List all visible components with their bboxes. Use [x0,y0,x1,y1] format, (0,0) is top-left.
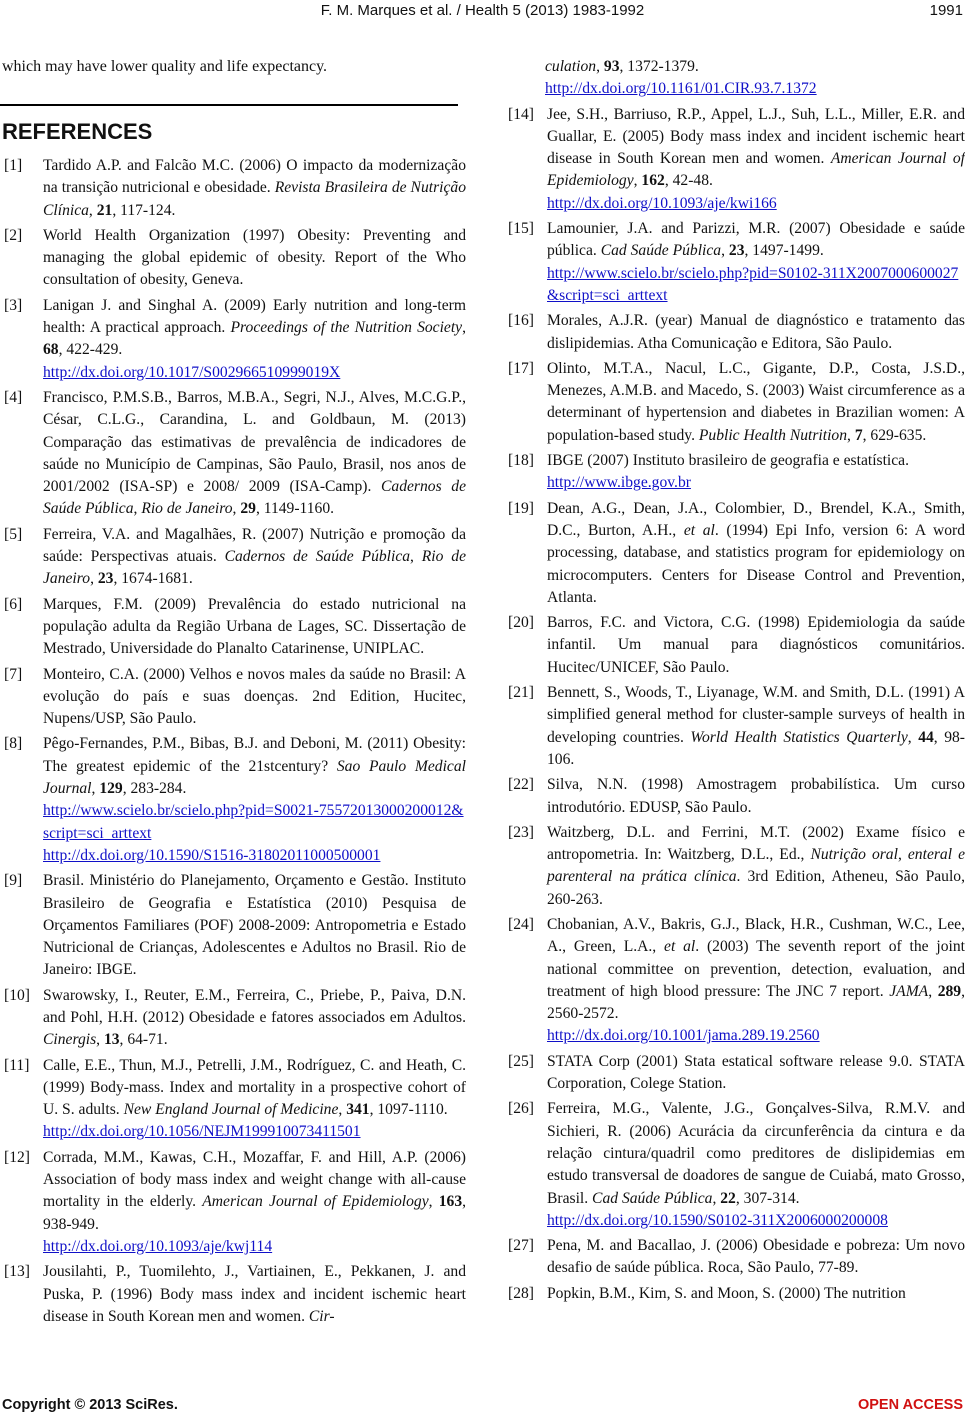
reference-volume: 13 [103,1031,120,1049]
reference-number: [6] [4,595,23,613]
reference-volume: 93 [603,58,620,75]
reference-text: , [907,728,919,746]
section-divider [0,104,458,106]
reference-item [4,870,466,981]
reference-italic-text: JAMA [889,982,929,1000]
reference-item [4,387,466,521]
reference-text: Brasil. Ministério do Planejamento, Orçamento e Gestão. Instituto Brasileiro de Geografia e Estatística (2010) Pesquisa de Orçamentos Familiares (POF) 2008-2009: Antropometria e Estado Nutricional de Crianças, Adolescentes e Adultos no Brasil. Rio de Janeiro: IBGE. [43,872,466,979]
reference-body [547,682,965,771]
reference-number: [2] [4,226,23,244]
reference-text: Popkin, B.M., Kim, S. and Moon, S. (2000) The nutrition [547,1284,906,1302]
reference-number: [15] [508,220,534,238]
reference-body [547,104,965,215]
reference-number: [4] [4,388,23,406]
reference-number: [13] [4,1263,30,1281]
reference-text: , 1372-1379. [619,58,699,75]
reference-text: Jousilahti, P., Tuomilehto, J., Vartiainen, E., Pekkanen, J. and Puska, P. (1996) Body mass index and incident ischemic heart disease in South Korean men and women. [43,1263,466,1325]
reference-text: , 2560-2572. [547,982,965,1023]
reference-text: Lanigan J. and Singhal A. (2009) Early nutrition and long-term health: A practical approach. [43,296,466,337]
reference-link[interactable]: http://dx.doi.org/10.1093/aje/kwi166 [547,194,777,212]
reference-italic-text: et al [683,521,715,539]
reference-number: [3] [4,296,23,314]
reference-link[interactable]: http://www.scielo.br/scielo.php?pid=S0021-75572013000200012&script=sci_arttext [43,802,464,842]
reference-body [547,1098,965,1232]
reference-item [4,295,466,384]
reference-text: World Health Organization (1997) Obesity: Preventing and managing the global epidemic of obesity. Report of the Who consultation of obesity, Geneva. [43,226,466,289]
reference-body [547,358,965,447]
reference-text: Dean, A.G., Dean, J.A., Colombier, D., Brendel, K.A., Smith, D.C., Burton, A.H., [547,499,965,539]
reference-text: Silva, N.N. (1998) Amostragem probabilística. Um curso introdutório. EDUSP, São Paulo. [547,776,965,816]
reference-body [43,387,466,521]
reference-text: , [410,548,422,566]
reference-volume: 29 [240,500,256,518]
reference-number: [10] [4,986,30,1004]
reference-volume: 341 [346,1101,370,1119]
reference-number: [14] [508,105,534,123]
reference-item [508,310,965,355]
reference-volume: 22 [720,1189,736,1207]
reference-body [547,1051,965,1096]
reference-body [43,524,466,591]
reference-number: [22] [508,776,534,794]
reference-item [4,1055,466,1144]
reference-volume: 162 [641,172,665,190]
reference-number: [5] [4,525,23,543]
reference-text: , [897,846,908,864]
reference-text: Corrada, M.M., Kawas, C.H., Mozaffar, F. and Hill, A.P. (2006) Association of body mass index and weight change with all-cause mortality in the elderly. [43,1148,466,1211]
reference-text: , [96,1031,104,1049]
reference-text: , 64-71. [119,1031,168,1049]
reference-link[interactable]: http://dx.doi.org/10.1056/NEJM199910073411501 [43,1123,361,1141]
reference-number: [9] [4,872,23,890]
reference-item [4,225,466,292]
reference-italic-text: Rio de Janeiro [43,548,466,588]
reference-item [508,774,965,819]
reference-item [508,1235,965,1280]
reference-italic-text: New England Journal of Medicine [123,1101,339,1119]
reference-italic-text: World Health Statistics Quarterly [690,728,908,746]
reference-text: , [847,426,855,444]
reference-item [4,1147,466,1258]
reference-item [508,450,965,495]
reference-item [508,682,965,771]
reference-body [43,733,466,867]
reference-italic-text: Revista Brasileira de Nutrição Clínica [43,179,466,219]
reference-number: [23] [508,823,534,841]
reference-text: Morales, A.J.R. (year) Manual de diagnóstico e tratamento das dislipidemias. Atha Comunicação e Editora, São Paulo. [547,312,965,352]
reference-link[interactable]: http://dx.doi.org/10.1590/S1516-31802011000500001 [43,846,381,864]
reference-text: Swarowsky, I., Reuter, E.M., Ferreira, C., Priebe, P., Paiva, D.N. and Pohl, H.H. (2012) Obesidade e fatores associados em Adultos. [43,986,466,1026]
reference-number: [17] [508,359,534,377]
reference-text: , 422-429. [58,341,123,359]
reference-number: [12] [4,1148,30,1166]
reference-number: [1] [4,157,23,174]
reference-link[interactable]: http://dx.doi.org/10.1001/jama.289.19.2560 [547,1027,820,1045]
reference-text: , [88,201,97,219]
reference-text: , 283-284. [122,780,187,798]
reference-text: , 1674-1681. [113,570,193,588]
reference-text: , 938-949. [43,1193,467,1233]
reference-body [547,1283,965,1305]
reference-link[interactable]: http://www.ibge.gov.br [547,474,691,492]
reference-text: , [596,58,604,75]
reference-text: , [633,172,642,190]
reference-text: Pena, M. and Bacallao, J. (2006) Obesidade e pobreza: Um novo desafio de saúde pública. Roca, São Paulo, 77-89. [547,1237,965,1277]
reference-italic-text: American Journal of Epidemiology [202,1193,429,1211]
reference-continuation [508,56,965,101]
reference-number: [7] [4,665,23,683]
reference-item [508,104,965,215]
reference-item [4,524,466,591]
reference-text: , [712,1189,721,1207]
reference-number: [8] [4,735,23,753]
reference-item [508,914,965,1048]
reference-text: Francisco, P.M.S.B., Barros, M.B.A., Segri, N.J., Alves, M.C.G.P., César, C.L.G., Carandina, L. and Goldbaun, M. (2013) Comparação das estimativas de prevalência de indicadores de saúde no Município de Campinas, São Paulo, Brasil, nos anos de 2001/2002 (ISA-SP) e 2008/ 2009 (ISA-Camp). [43,388,466,496]
reference-number: [24] [508,915,534,933]
reference-italic-text: enteral e parenteral na prática clínica [547,846,965,886]
reference-number: [28] [508,1284,534,1302]
reference-item [508,498,965,609]
reference-text: Ferreira, V.A. and Magalhães, R. (2007) Nutrição e promoção da saúde: Perspectivas atuais. [43,525,466,566]
reference-number: [27] [508,1237,534,1255]
reference-text: , [928,982,938,1000]
reference-item [508,1051,965,1096]
references-right-column [508,56,965,1308]
reference-item [508,612,965,679]
reference-text: Chobanian, A.V., Bakris, G.J., Black, H.R., Cushman, W.C., Lee, A., Green, L.A., [547,915,965,956]
reference-text: Pêgo-Fernandes, P.M., Bibas, B.J. and Deboni, M. (2011) Obesity: The greatest epidemic of the 21stcentury? [43,735,466,775]
reference-text: . 3rd Edition, Atheneu, São Paulo, 260-263. [547,868,965,908]
reference-text: , 629-635. [862,426,927,444]
reference-text: Calle, E.E., Thun, M.J., Petrelli, J.M., Rodríguez, C. and Heath, C. (1999) Body-mass. Index and mortality in a prospective cohort of U. S. adults. [43,1056,466,1119]
reference-item [4,985,466,1052]
reference-body [547,450,965,495]
reference-italic-text: Cad Saúde Pública [600,242,722,260]
reference-volume: 289 [937,982,962,1000]
reference-body [43,155,466,222]
references-heading: REFERENCES [2,119,153,144]
open-access-label: OPEN ACCESS [857,1397,963,1413]
reference-text: . (1994) Epi Info, version 6: A word processing, database, and statistics program for epidemiology on microcomputers. Centers for Disease Control and Prevention, Atlanta. [547,521,965,606]
reference-volume: 7 [854,426,863,444]
reference-italic-text: Cadernos de Saúde Pública [43,478,466,518]
reference-volume: 68 [43,341,59,359]
reference-number: [18] [508,452,534,470]
reference-text: Ferreira, M.G., Valente, J.G., Gonçalves-Silva, R.M.V. and Sichieri, R. (2006) Acurácia da circunferência da cintura e da relação cintura/quadril como preditores de dislipidemias em estudo transversal de doadores de sangue de Cuiabá, mato Grosso, Brasil. [547,1100,965,1207]
reference-text: , 1149-1160. [255,500,335,518]
reference-body [43,870,466,981]
reference-body [43,1147,466,1258]
reference-link[interactable]: http://www.scielo.br/scielo.php?pid=S0102-311X2007000600027&script=sci_arttext [547,264,959,304]
reference-text: , 1497-1499. [744,242,824,260]
reference-italic-text: American Journal of Epidemiology [547,150,965,190]
page-number: 1991 [929,2,963,19]
reference-link[interactable]: http://dx.doi.org/10.1093/aje/kwj114 [43,1237,273,1255]
reference-volume: 44 [918,728,934,746]
reference-number: [21] [508,684,534,702]
reference-body [547,914,965,1048]
reference-body [43,225,466,292]
reference-link[interactable]: http://dx.doi.org/10.1017/S002966510999019X [43,363,341,381]
reference-item [4,594,466,661]
reference-text: Marques, F.M. (2009) Prevalência do estado nutricional na população adulta da Região Urbana de Lages, SC. Dissertação de Mestrado, Universidade do Planalto Catarinense, UNIPLAC. [43,595,466,658]
reference-body [43,985,466,1052]
reference-number: [26] [508,1100,534,1118]
reference-italic-text: Proceedings of the Nutrition Society [230,319,463,337]
reference-italic-text: Cad Saúde Pública [592,1189,713,1207]
reference-body [43,1055,466,1144]
reference-number: [20] [508,614,534,632]
reference-text: , [90,570,98,588]
reference-item [508,358,965,447]
reference-item [4,155,466,222]
reference-text: Olinto, M.T.A., Nacul, L.C., Gigante, D.P., Costa, J.S.D., Menezes, A.M.B. and Macedo, S. (2003) Waist circumference as a determinant of hypertension and diabetes in Brazilian women: A population-based study. [547,359,965,444]
reference-body [43,1261,466,1328]
reference-text: , [232,500,241,518]
reference-text: , [91,780,100,798]
reference-body [547,498,965,609]
reference-number: [11] [4,1056,30,1074]
reference-text: STATA Corp (2001) Stata estatical software release 9.0. STATA Corporation, Colege Station. [547,1052,965,1093]
reference-italic-text: Rio de Janeiro [141,500,233,518]
reference-text: Jee, S.H., Barriuso, R.P., Appel, L.J., Suh, L.L., Miller, E.R. and Guallar, E. (2005) Body mass index and incident ischemic heart disease in South Korean men and women. [547,105,965,168]
reference-italic-text: Cadernos de Saúde Pública [224,548,411,566]
reference-item [4,733,466,867]
reference-item [508,822,965,911]
reference-number: [25] [508,1052,534,1070]
reference-number: [19] [508,499,534,517]
reference-text: Monteiro, C.A. (2000) Velhos e novos males da saúde no Brasil: A evolução do país e suas doenças. 2nd Edition, Hucitec, Nupens/USP, São Paulo. [43,665,466,728]
reference-text: , 42-48. [664,172,713,190]
reference-italic-text: Sao Paulo Medical Journal [43,757,466,798]
reference-text: Barros, F.C. and Victora, C.G. (1998) Epidemiologia da saúde infantil. Um manual para diagnósticos comunitários. Hucitec/UNICEF, São Paulo. [547,614,965,676]
reference-volume: 23 [728,242,745,260]
references-left-column [4,155,466,1331]
reference-volume: 129 [99,780,123,798]
reference-item [4,1261,466,1328]
reference-body [547,612,965,679]
reference-text: Lamounier, J.A. and Parizzi, M.R. (2007) Obesidade e saúde pública. [547,220,965,260]
reference-text: IBGE (2007) Instituto brasileiro de geografia e estatística. [547,452,910,470]
reference-text: , [721,242,729,260]
reference-item [4,664,466,731]
reference-text: , 98-106. [547,728,965,768]
reference-item [508,1098,965,1232]
reference-number: [16] [508,312,534,330]
reference-text: Tardido A.P. and Falcão M.C. (2006) O impacto da modernização na transição nutricional e obesidade. [43,157,466,197]
reference-body [547,218,965,307]
reference-link[interactable]: http://dx.doi.org/10.1161/01.CIR.93.7.1372 [545,80,817,98]
reference-body [547,310,965,355]
reference-text: , [428,1193,439,1211]
reference-body [43,594,466,661]
reference-italic-text: et al [664,938,696,956]
reference-link[interactable]: http://dx.doi.org/10.1590/S0102-311X2006000200008 [547,1211,888,1229]
reference-item [508,218,965,307]
reference-body [547,774,965,819]
reference-body [43,295,466,384]
reference-volume: 21 [96,201,113,219]
body-text-ending: which may have lower quality and life expectancy. [2,58,328,75]
reference-italic-text: Cir- [308,1307,335,1325]
reference-text: , 307-314. [735,1189,800,1207]
reference-volume: 163 [438,1193,463,1211]
reference-volume: 23 [97,570,114,588]
reference-text: , [462,319,466,337]
reference-text: , 1097-1110. [369,1101,448,1119]
reference-text: Bennett, S., Woods, T., Liyanage, W.M. and Smith, D.L. (1991) A simplified general method for cluster-sample surveys of health in developing countries. [547,684,965,746]
reference-body [547,1235,965,1280]
reference-text: , 117-124. [112,201,176,219]
reference-italic-text: Public Health Nutrition [698,426,848,444]
reference-italic-text: Cinergis [43,1031,97,1049]
reference-body [547,822,965,911]
reference-body [43,664,466,731]
running-title: F. M. Marques et al. / Health 5 (2013) 1983-1992 [320,2,645,19]
reference-text: . (2003) The seventh report of the joint national committee on prevention, detection, evaluation, and treatment of high blood pressure: The JNC 7 report. [547,938,965,1000]
reference-text: , [338,1101,347,1119]
reference-text: , [133,500,142,518]
reference-text: Waitzberg, D.L. and Ferrini, M.T. (2002) Exame físico e antropometria. In: Waitzberg, D.L., Ed., [547,823,965,864]
reference-italic-text: Nutrição oral [810,846,898,864]
reference-item [508,1283,965,1305]
copyright: Copyright © 2013 SciRes. [2,1397,178,1413]
reference-italic-text: culation [545,58,597,75]
